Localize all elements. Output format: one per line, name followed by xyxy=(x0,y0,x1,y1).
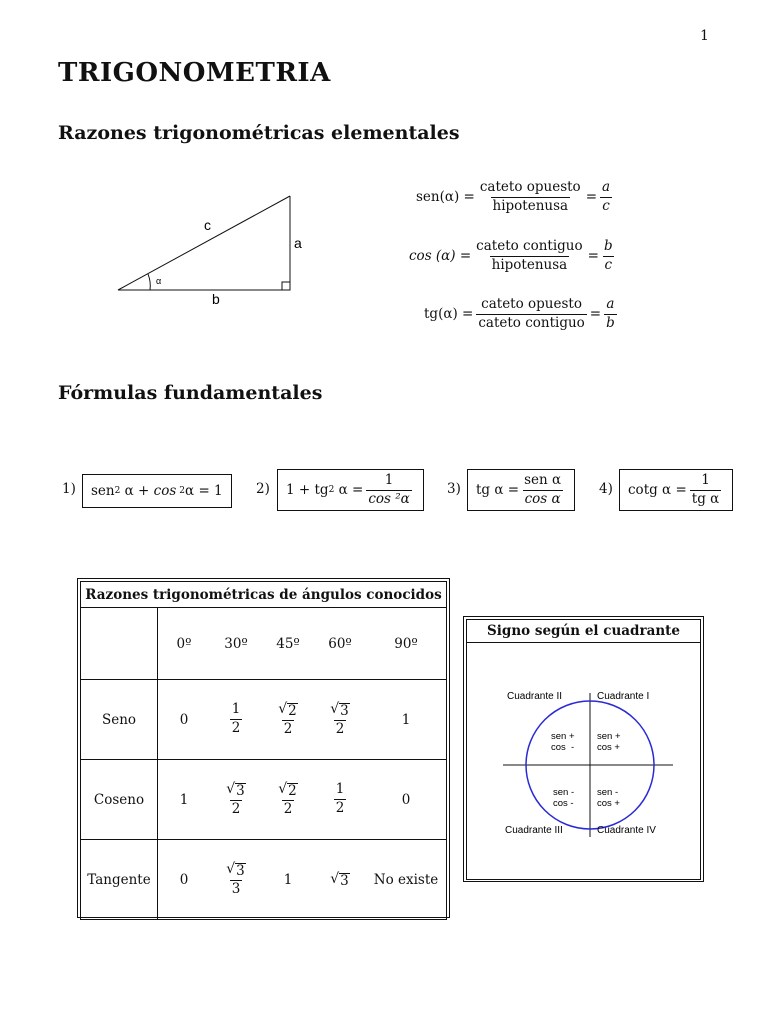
ratio-den: cateto contiguo xyxy=(478,314,585,331)
formula-4-label: 4) xyxy=(599,481,613,497)
ratio-tg: tg(α) = $\frac{\text{cateto opuesto}}{\text{cateto contiguo}}$ = $\frac{a}{b}$ xyxy=(424,296,615,331)
triangle-label-a: a xyxy=(294,235,302,251)
ratio-num: cateto opuesto xyxy=(481,296,582,312)
ratio-cos: cos (α) = $\frac{\text{cateto contiguo}}{\text{hipotenusa}}$ = $\frac{b}{c}$ xyxy=(409,238,613,273)
table-cell xyxy=(314,760,366,840)
table-header: 90º xyxy=(366,608,447,680)
table-cell: No existe xyxy=(366,840,447,920)
formula-3-box xyxy=(467,469,575,511)
table-row xyxy=(81,760,447,840)
formula-text: sen xyxy=(91,483,115,499)
angles-table-frame xyxy=(77,578,450,918)
cell-num: 1 xyxy=(335,781,345,798)
triangle-label-alpha: α xyxy=(156,276,162,286)
cell-den: 2 xyxy=(231,720,241,736)
formula-3-label: 3) xyxy=(447,481,461,497)
formula-num: sen α xyxy=(524,471,562,488)
cell-radicand: 3 xyxy=(340,702,349,719)
formula-sup: 2 xyxy=(179,486,186,496)
ratio-num: cateto opuesto xyxy=(479,179,581,195)
angles-table-caption: Razones trigonométricas de ángulos conocidos xyxy=(81,582,447,608)
table-cell: 1 xyxy=(158,760,211,840)
ratio-rden: c xyxy=(602,197,610,214)
cell-den: 2 xyxy=(335,720,345,737)
table-cell: 1 xyxy=(366,680,447,760)
formula-2-box xyxy=(277,469,424,511)
row-name: Tangente xyxy=(81,840,158,920)
table-header: 30º xyxy=(210,608,262,680)
cell-radicand: 2 xyxy=(288,782,297,799)
table-cell: 0 xyxy=(158,680,211,760)
q3-cos-sign: cos - xyxy=(553,798,574,809)
formula-1-box xyxy=(82,474,232,508)
formula-text: α = xyxy=(334,482,364,498)
quadrant-frame xyxy=(463,616,704,882)
page-title: TRIGONOMETRIA xyxy=(58,58,331,88)
formula-num: 1 xyxy=(384,471,394,488)
table-header: 45º xyxy=(262,608,314,680)
quadrant-label-1: Cuadrante I xyxy=(597,691,650,702)
cell-radicand: 3 xyxy=(340,872,349,889)
cell-den: 2 xyxy=(283,800,293,817)
page-number: 1 xyxy=(700,28,709,44)
formula-den: tg α xyxy=(691,490,720,507)
ratio-rnum: a xyxy=(602,179,611,195)
cell-radicand: 3 xyxy=(236,782,245,799)
quadrant-label-4: Cuadrante IV xyxy=(597,825,656,836)
table-cell: 1 xyxy=(262,840,314,920)
quadrant-label-3: Cuadrante III xyxy=(505,825,563,836)
table-cell xyxy=(210,680,262,760)
table-cell: √ 2 2 xyxy=(262,680,314,760)
table-cell: √ 3 2 xyxy=(314,680,366,760)
ratio-den: hipotenusa xyxy=(492,197,569,214)
quadrant-label-2: Cuadrante II xyxy=(507,691,563,702)
table-cell: √ 3 xyxy=(314,840,366,920)
row-name: Coseno xyxy=(81,760,158,840)
table-cell: √ 3 2 xyxy=(210,760,262,840)
ratio-lhs: cos (α) = xyxy=(409,248,472,265)
formula-2-label: 2) xyxy=(256,481,270,497)
q1-cos-sign: cos + xyxy=(597,742,620,753)
table-cell: 0 xyxy=(366,760,447,840)
cell-radicand: 3 xyxy=(236,862,245,879)
table-cell: 0 xyxy=(158,840,211,920)
cell-den: 2 xyxy=(231,800,241,817)
table-row xyxy=(81,680,447,760)
triangle-label-c: c xyxy=(204,217,211,233)
ratio-den: hipotenusa xyxy=(491,256,568,273)
formula-sup: 2 xyxy=(328,485,335,495)
formula-text: α = 1 xyxy=(185,483,223,499)
formula-text: cotg α = xyxy=(628,482,687,498)
right-triangle-diagram xyxy=(112,188,302,307)
table-row xyxy=(81,840,447,920)
table-header: 0º xyxy=(158,608,211,680)
formula-text: cos xyxy=(153,483,177,499)
ratio-num: cateto contiguo xyxy=(476,238,583,254)
formula-den: cos ²α xyxy=(368,490,410,507)
formula-sup: 2 xyxy=(114,486,121,496)
ratio-lhs: sen(α) = xyxy=(416,189,475,206)
table-header-empty xyxy=(81,608,158,680)
ratio-lhs: tg(α) = xyxy=(424,306,474,323)
angles-table xyxy=(80,581,447,920)
q1-sen-sign: sen + xyxy=(597,731,621,742)
ratio-rden: b xyxy=(606,314,615,331)
table-cell: √ 2 2 xyxy=(262,760,314,840)
ratio-sen: sen(α) = $\frac{\text{cateto opuesto}}{\text{hipotenusa}}$ = $\frac{a}{c}$ xyxy=(416,179,611,214)
cell-radicand: 2 xyxy=(288,702,297,719)
q4-cos-sign: cos + xyxy=(597,798,620,809)
cell-den: 2 xyxy=(283,720,293,737)
ratio-rden: c xyxy=(604,256,613,273)
formula-4-box xyxy=(619,469,733,511)
formula-text: tg α = xyxy=(476,482,520,498)
quadrant-diagram xyxy=(466,643,701,880)
table-cell: √ 3 3 xyxy=(210,840,262,920)
q2-cos-sign: cos - xyxy=(551,742,575,753)
table-header: 60º xyxy=(314,608,366,680)
section-title-ratios: Razones trigonométricas elementales xyxy=(58,122,460,144)
cell-den: 3 xyxy=(231,880,241,897)
quadrant-svg xyxy=(467,643,700,879)
section-title-formulas: Fórmulas fundamentales xyxy=(58,382,323,404)
q3-sen-sign: sen - xyxy=(553,787,575,798)
formula-text: α + xyxy=(120,483,154,499)
cell-num: 1 xyxy=(231,701,241,718)
q2-sen-sign: sen + xyxy=(551,731,575,742)
ratio-rnum: b xyxy=(603,238,613,254)
quadrant-caption: Signo según el cuadrante xyxy=(466,619,701,643)
row-name: Seno xyxy=(81,680,158,760)
formula-text: 1 + tg xyxy=(286,482,329,498)
formula-den: cos α xyxy=(524,490,561,507)
cell-den: 2 xyxy=(335,800,345,816)
q4-sen-sign: sen - xyxy=(597,787,619,798)
formula-1-label: 1) xyxy=(62,481,76,497)
ratio-rnum: a xyxy=(606,296,615,312)
formula-num: 1 xyxy=(701,471,710,488)
triangle-label-b: b xyxy=(212,291,220,307)
